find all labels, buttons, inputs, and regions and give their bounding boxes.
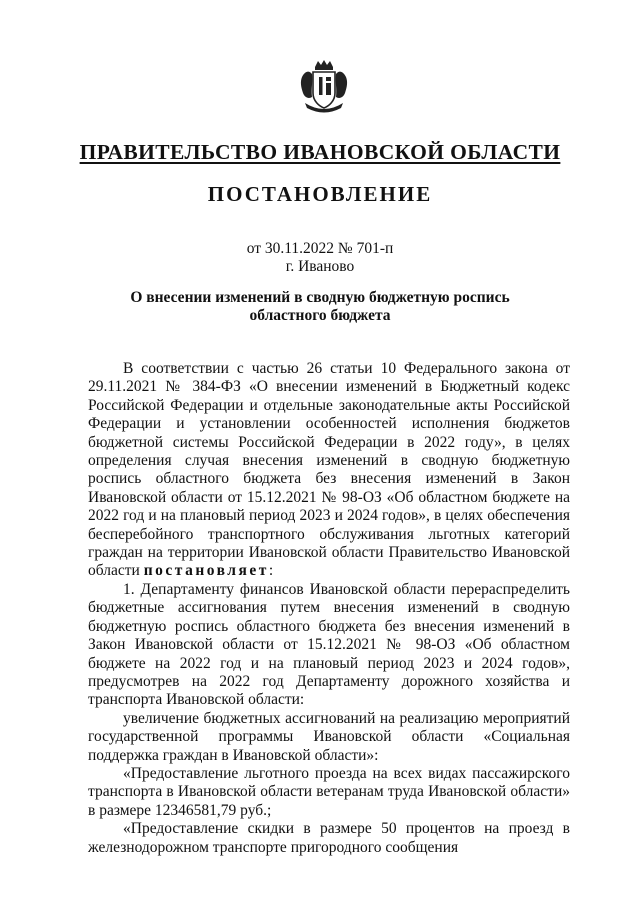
paragraph-veterans: «Предоставление льготного проезда на всех видах пассажирского транспорта в Ивановской области ветеранам труда Ивановской области» в размере 12346581,79 руб.;	[88, 764, 570, 819]
paragraph-discount: «Предоставление скидки в размере 50 процентов на проезд в железнодорожном транспорте пригородного сообщения	[88, 820, 570, 856]
document-body	[88, 360, 570, 857]
document-date-number: от 30.11.2022 № 701-п	[246, 240, 394, 257]
paragraph-increase: увеличение бюджетных ассигнований на реализацию мероприятий государственной программы Ивановской области «Социальная поддержка граждан в Ивановской области»:	[88, 709, 570, 764]
preamble-colon: :	[268, 562, 274, 580]
document-city: г. Иваново	[285, 258, 355, 275]
subject-line-2: областного бюджета	[249, 307, 391, 324]
resolves-keyword: постановляет	[143, 562, 269, 580]
subject-line-1: О внесении изменений в сводную бюджетную роспись	[130, 289, 510, 306]
paragraph-item-1: 1. Департаменту финансов Ивановской области перераспределить бюджетные ассигнования путем внесения изменений в сводную бюджетную роспись областного бюджета без внесения изменений в Закон Ивановской области от 15.12.2021 № 98-ОЗ «Об областном бюджете на 2022 год и на плановый период 2023 и 2024 годов», предусмотрев на 2022 год Департаменту дорожного хозяйства и транспорта Ивановской области:	[88, 580, 570, 709]
paragraph-preamble	[88, 360, 570, 581]
document-subject	[0, 289, 640, 325]
coat-of-arms-icon	[299, 59, 349, 115]
organization-title: ПРАВИТЕЛЬСТВО ИВАНОВСКОЙ ОБЛАСТИ	[79, 140, 561, 164]
document-type: ПОСТАНОВЛЕНИЕ	[207, 182, 433, 206]
preamble-text: В соответствии с частью 26 статьи 10 Федерального закона от 29.11.2021 № 384-ФЗ «О внесении изменений в Бюджетный кодекс Российской Федерации и отдельные законодательные акты Российской Федерации и установлении особенностей исполнения бюджетов бюджетной системы Российской Федерации в 2022 году», в целях определения случая внесения изменений в сводную бюджетную роспись областного бюджета без внесения изменений в Закон Ивановской области от 15.12.2021 № 98-ОЗ «Об областном бюджете на 2022 год и на плановый период 2023 и 2024 годов», в целях обеспечения бесперебойного транспортного обслуживания льготных категорий граждан на территории Ивановской области Правительство Ивановской области	[88, 360, 570, 580]
